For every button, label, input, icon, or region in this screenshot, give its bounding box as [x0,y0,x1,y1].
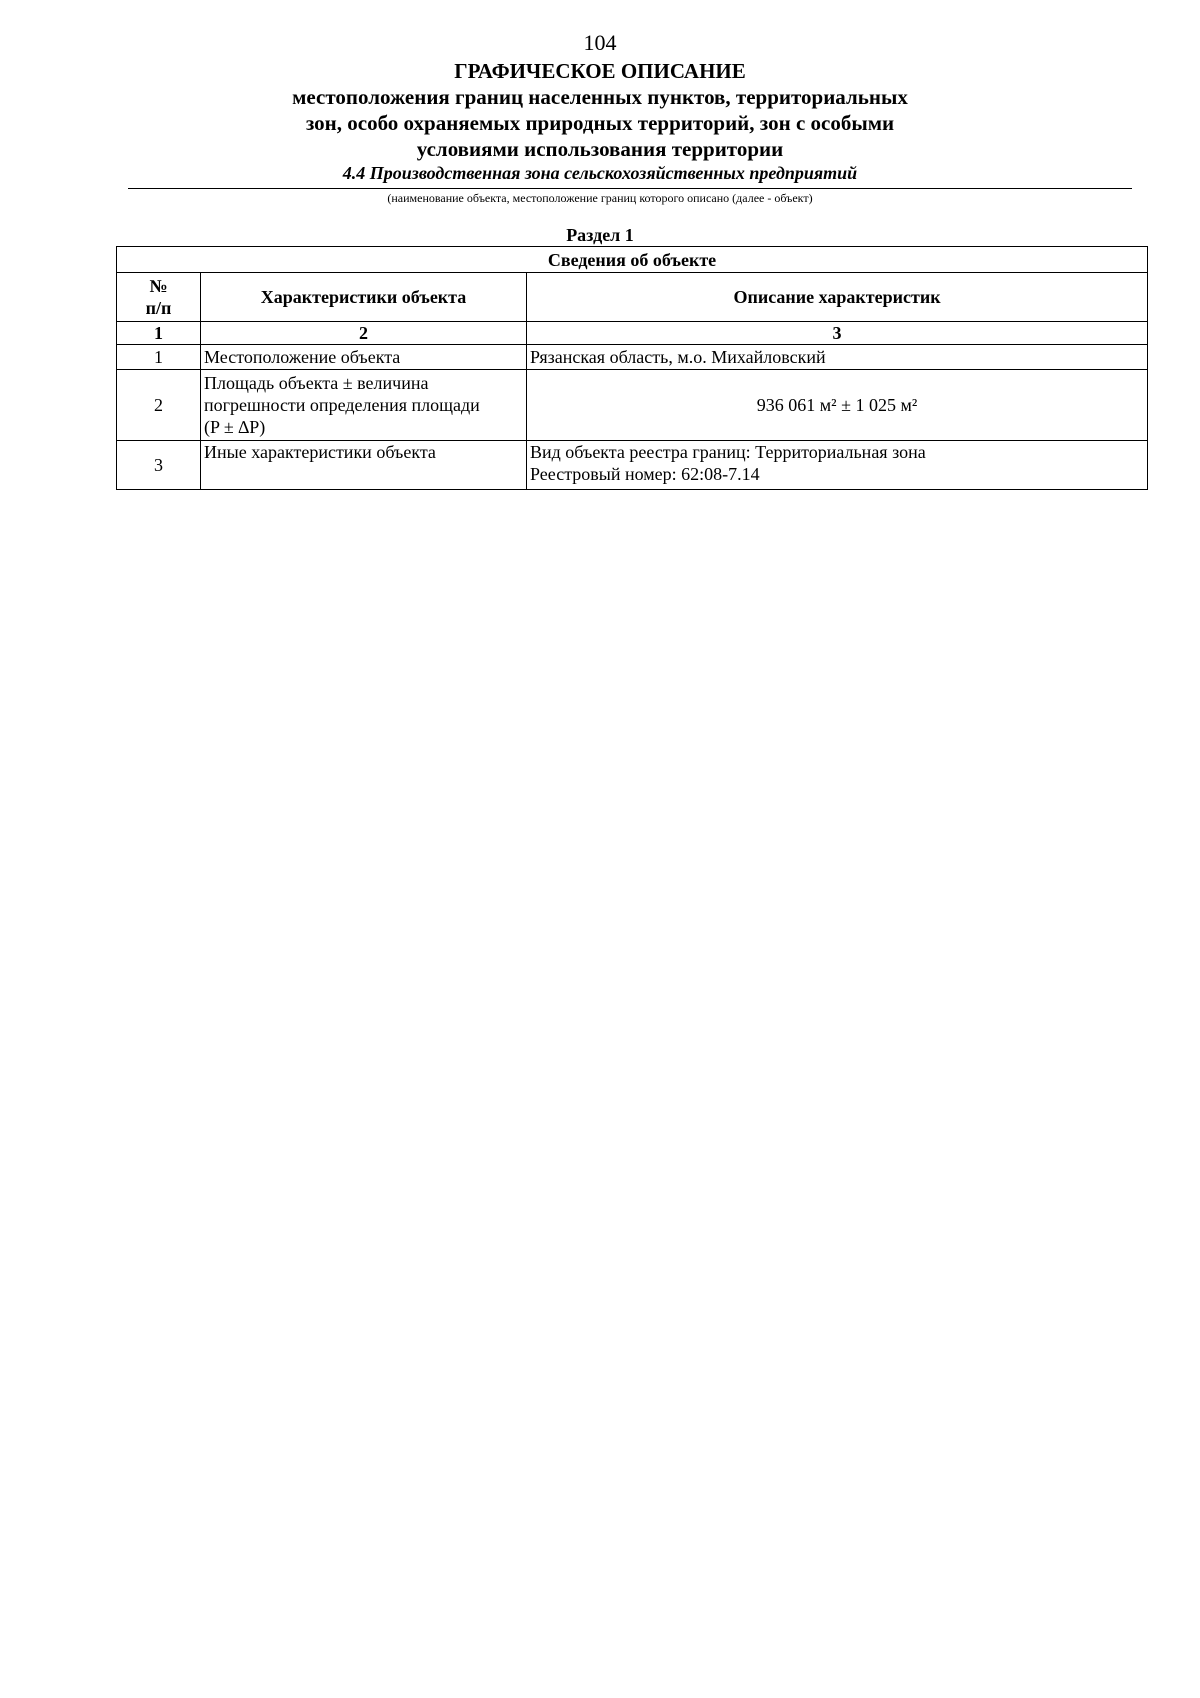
document-title-block [0,58,1200,162]
header-num-line: № [149,276,168,296]
description-line: Вид объекта реестра границ: Территориальная зона [530,442,926,462]
row-description: 936 061 м² ± 1 025 м² [527,370,1148,441]
header-characteristics: Характеристики объекта [201,273,527,322]
characteristic-line: Площадь объекта ± величина [204,373,429,393]
table-row [117,370,1148,441]
document-title: ГРАФИЧЕСКОЕ ОПИСАНИЕ [454,59,746,83]
column-number: 2 [201,322,527,345]
row-description: Рязанская область, м.о. Михайловский [527,345,1148,370]
header-description: Описание характеристик [527,273,1148,322]
table-row [117,345,1148,370]
row-characteristic: Иные характеристики объекта [201,441,527,490]
document-subtitle-line: местоположения границ населенных пунктов, территориальных [292,85,908,109]
row-characteristic: Местоположение объекта [201,345,527,370]
row-description [527,441,1148,490]
table-caption: Сведения об объекте [117,247,1148,273]
characteristic-line: погрешности определения площади [204,395,480,415]
table-header-row [117,273,1148,322]
characteristic-line: (P ± ∆P) [204,417,266,437]
section-title: Раздел 1 [566,225,634,245]
document-subtitle-line: зон, особо охраняемых природных территорий, зон с особыми [305,111,895,135]
description-line: Реестровый номер: 62:08-7.14 [530,464,760,484]
table-row [117,441,1148,490]
column-number: 1 [117,322,201,345]
header-num-line: п/п [145,298,172,318]
row-num: 1 [117,345,201,370]
table-caption-row [117,247,1148,273]
column-number: 3 [527,322,1148,345]
row-num: 3 [117,441,201,490]
object-name-caption: (наименование объекта, местоположение границ которого описано (далее - объект) [387,191,813,205]
document-subtitle-line: условиями использования территории [416,137,784,161]
header-num [117,273,201,322]
object-info-table [116,246,1148,490]
page-number: 104 [583,30,617,55]
object-name-underline [128,188,1132,189]
row-num: 2 [117,370,201,441]
object-name: 4.4 Производственная зона сельскохозяйственных предприятий [342,163,858,183]
row-characteristic [201,370,527,441]
column-number-row [117,322,1148,345]
